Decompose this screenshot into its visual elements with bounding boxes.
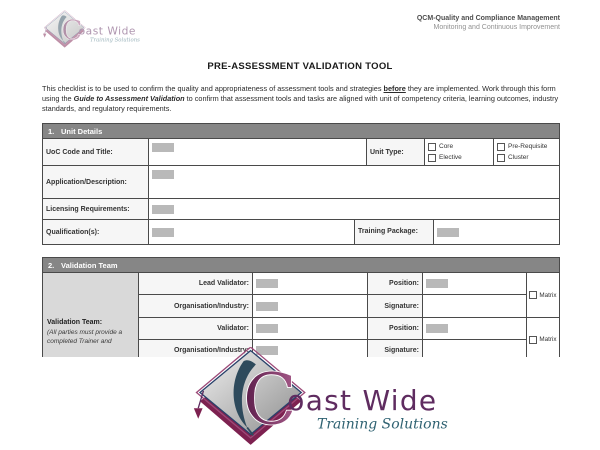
core-option	[428, 143, 490, 151]
validation-team-section-header	[43, 258, 559, 272]
validator-row	[139, 318, 526, 340]
position-input-field[interactable]	[426, 324, 448, 333]
training-package-label: Training Package:	[354, 220, 433, 244]
intro-text-1: This checklist is to be used to confirm the quality and appropriateness of assessment tools and strategies	[42, 84, 384, 93]
signature-input-cell[interactable]	[422, 295, 526, 317]
training-package-input-field[interactable]	[437, 228, 459, 237]
position-input-cell	[422, 273, 526, 294]
core-checkbox[interactable]	[428, 143, 436, 151]
intro-paragraph	[42, 84, 559, 114]
validation-team-note-cell	[43, 273, 139, 361]
company-logo-large	[186, 347, 448, 445]
validator-label: Validator:	[139, 318, 252, 339]
qcm-header-line: QCM-Quality and Compliance Management	[416, 15, 560, 22]
prerequisite-option	[497, 143, 556, 151]
organisation-input-field[interactable]	[256, 302, 278, 311]
licensing-row	[43, 198, 559, 219]
prerequisite-checkbox[interactable]	[497, 143, 505, 151]
unit-type-options-1	[424, 139, 493, 165]
elective-label: Elective	[439, 154, 462, 161]
matrix-label: Matrix	[539, 291, 557, 299]
position-input-cell	[422, 318, 526, 339]
application-label: Application/Description:	[43, 166, 148, 198]
uoc-input-field[interactable]	[152, 143, 174, 152]
lead-validator-input-field[interactable]	[256, 279, 278, 288]
matrix-cell	[526, 273, 559, 317]
uoc-row	[43, 138, 559, 165]
lead-validator-row	[139, 273, 526, 295]
qualification-label: Qualification(s):	[43, 220, 148, 244]
section-number: 1.	[48, 126, 55, 136]
licensing-input-field[interactable]	[152, 205, 174, 214]
prerequisite-label: Pre-Requisite	[508, 143, 548, 150]
application-input-field[interactable]	[152, 170, 174, 179]
lead-org-row	[139, 295, 526, 317]
unit-details-section-header	[43, 124, 559, 138]
section-title: Validation Team	[61, 260, 118, 270]
validator-input-field[interactable]	[256, 324, 278, 333]
matrix-checkbox[interactable]	[529, 291, 537, 299]
organisation-input-cell	[252, 295, 367, 317]
licensing-input-cell	[148, 199, 559, 219]
uoc-label: UoC Code and Title:	[43, 139, 148, 165]
licensing-label: Licensing Requirements:	[43, 199, 148, 219]
training-package-input-cell	[433, 220, 559, 244]
qualification-input-field[interactable]	[152, 228, 174, 237]
qualification-row	[43, 219, 559, 244]
unit-type-label: Unit Type:	[366, 139, 424, 165]
signature-label: Signature:	[367, 295, 422, 317]
section-title: Unit Details	[61, 126, 103, 136]
section-number: 2.	[48, 260, 55, 270]
intro-guide-name: Guide to Assessment Validation	[73, 94, 185, 103]
position-input-field[interactable]	[426, 279, 448, 288]
organisation-label: Organisation/Industry:	[139, 295, 252, 317]
intro-before-emphasis: before	[383, 84, 406, 93]
elective-checkbox[interactable]	[428, 154, 436, 162]
organisation-label: Organisation/Industry:	[139, 340, 252, 361]
core-label: Core	[439, 143, 454, 150]
company-logo-small	[40, 10, 140, 48]
validator-input-cell	[252, 318, 367, 339]
matrix-label: Matrix	[539, 336, 557, 343]
lead-validator-input-cell	[252, 273, 367, 294]
application-row	[43, 165, 559, 198]
lead-validator-label: Lead Validator:	[139, 273, 252, 294]
cluster-option	[497, 154, 556, 162]
cluster-label: Cluster	[508, 154, 529, 161]
validation-team-note: (All parties must provide a completed Trainer and	[47, 329, 123, 345]
signature-label: Signature:	[367, 340, 422, 361]
matrix-cell	[526, 318, 559, 361]
page-title: PRE-ASSESSMENT VALIDATION TOOL	[207, 61, 393, 72]
uoc-input-cell	[148, 139, 366, 165]
elective-option	[428, 154, 490, 162]
document-header-right	[417, 14, 560, 32]
application-input-cell	[148, 166, 559, 198]
qcm-subheader-line: Monitoring and Continuous Improvement	[433, 24, 560, 31]
position-label: Position:	[367, 318, 422, 339]
unit-details-table	[42, 123, 560, 245]
unit-type-options-2	[493, 139, 559, 165]
position-label: Position:	[367, 273, 422, 294]
intro-text-3: to confirm that assessment tools and tasks are aligned with unit of competency criteria, learning outcomes, industry standards, and regulatory requirements.	[42, 94, 559, 113]
cluster-checkbox[interactable]	[497, 154, 505, 162]
lead-validator-block	[139, 273, 559, 317]
qualification-input-cell	[148, 220, 354, 244]
matrix-checkbox[interactable]	[529, 336, 537, 344]
validation-team-label: Validation Team:	[47, 319, 103, 326]
intro-text-2: they are implemented. Work through this form using the	[42, 84, 556, 103]
